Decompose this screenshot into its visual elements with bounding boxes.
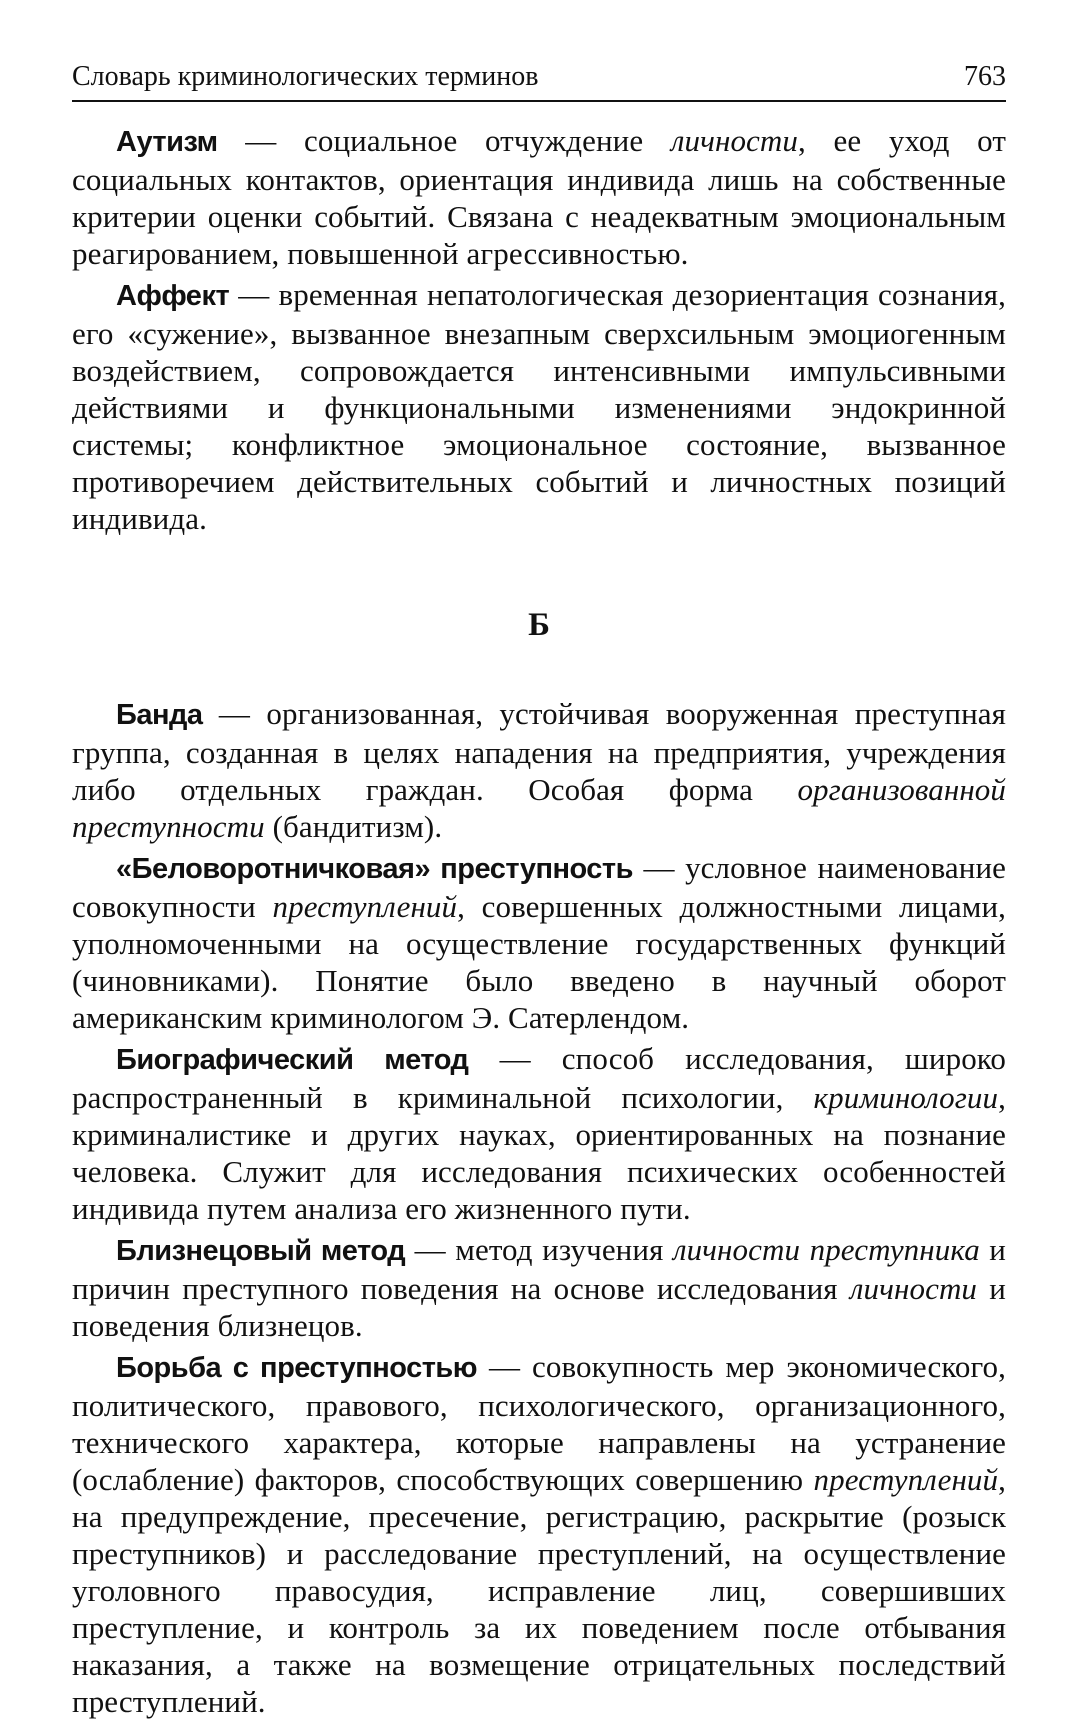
cross-reference: преступлений <box>813 1462 999 1497</box>
entry-text: — социальное отчуждение <box>217 123 671 158</box>
entry-text: , на предупреждение, пресечение, регистрацию, раскрытие (розыск преступников) и расследование преступлений, на осуществление уголовного правосудия, исправление лиц, совершивших преступление, и контроль за их поведением после отбывания наказания, а также на возмещение отрицательных последствий преступлений. <box>72 1462 1006 1719</box>
entry-term: Биографический метод <box>116 1044 469 1076</box>
entry-term: Борьба с преступностью <box>116 1352 478 1384</box>
entry-text: , криминалистике и других науках, ориентированных на познание человека. Служит для исследования психических особенностей индивида путем анализа его жизненного пути. <box>72 1080 1006 1226</box>
entry-text: — временная непатологическая дезориентация сознания, его «сужение», вызванное внезапным сверхсильным эмоциогенным воздействием, сопровождается интенсивными импульсивными действиями и функциональными изменениями эндокринной системы; конфликтное эмоциональное состояние, вызванное противоречием действительных событий и личностных позиций индивида. <box>72 277 1006 536</box>
section-a-entries <box>72 122 1006 537</box>
page-number: 763 <box>964 61 1006 92</box>
dictionary-entry <box>72 1231 1006 1344</box>
entry-text: , совершенных должностными лицами, уполномоченными на осуществление государственных функций (чиновниками). Понятие было введено в научный оборот американским криминологом Э. Сатерлендом. <box>72 889 1006 1035</box>
section-b-entries <box>72 695 1006 1720</box>
cross-reference: личности <box>670 123 799 158</box>
section-letter: Б <box>528 607 550 643</box>
dictionary-entry <box>72 122 1006 272</box>
entry-text: и поведения близнецов. <box>72 1271 1006 1343</box>
running-header <box>72 60 1006 102</box>
entry-text: и причин преступного поведения на основе исследования <box>72 1232 1007 1306</box>
entry-text: — организованная, устойчивая вооруженная преступная группа, созданная в целях нападения на предприятия, учреждения либо отдельных граждан. Особая форма <box>72 696 1006 807</box>
page <box>72 60 1006 1724</box>
entry-text: (бандитизм). <box>264 809 443 844</box>
cross-reference: личности преступника <box>672 1232 980 1267</box>
dictionary-entry <box>72 1348 1006 1720</box>
entry-term: Аффект <box>116 280 230 312</box>
dictionary-entry <box>72 695 1006 845</box>
entry-text: — метод изучения <box>405 1232 673 1267</box>
cross-reference: преступлений <box>272 889 458 924</box>
entry-text: — совокупность мер экономического, политического, правового, психологического, организационного, технического характера, которые направлены на устранение (ослабление) факторов, способствующих совершению <box>72 1349 1006 1497</box>
cross-reference: личности <box>849 1271 978 1306</box>
entry-text: — условное наименование совокупности <box>72 850 1007 924</box>
entry-term: Близнецовый метод <box>116 1235 406 1267</box>
cross-reference: организованной преступности <box>72 772 1006 844</box>
dictionary-entry <box>72 849 1006 1036</box>
entry-term: «Беловоротничковая» преступность <box>116 853 633 885</box>
entry-text: , ее уход от социальных контактов, ориентация индивида лишь на собственные критерии оценки событий. Связана с неадекватным эмоциональным реагированием, повышенной агрессивностью. <box>72 123 1007 271</box>
entry-term: Аутизм <box>116 126 218 158</box>
cross-reference: криминологии <box>813 1080 999 1115</box>
entry-term: Банда <box>116 699 203 731</box>
header-title: Словарь криминологических терминов <box>72 61 539 92</box>
entry-text: — способ исследования, широко распространенный в криминальной психологии, <box>72 1041 1006 1115</box>
dictionary-entry <box>72 1040 1006 1227</box>
dictionary-entry <box>72 276 1006 537</box>
